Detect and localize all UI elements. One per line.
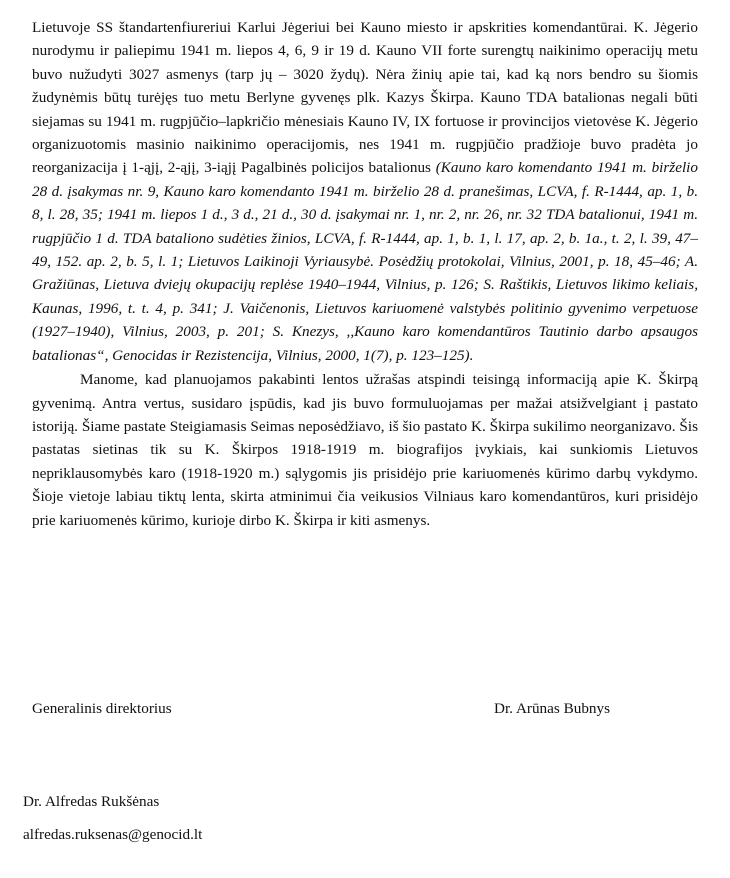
paragraph-1 (32, 16, 698, 367)
contact-author-name: Dr. Alfredas Rukšėnas (23, 793, 160, 810)
paragraph-1-text: Lietuvoje SS štandartenfiureriui Karlui Jėgeriui bei Kauno miesto ir apskrities komendantūrai. K. Jėgerio nurodymu ir paliepimu 1941 m. liepos 4, 6, 9 ir 19 d. Kauno VII forte surengtų naikinimo operacijų metu buvo nužudyti 3027 asmenys (tarp jų – 3020 žydų). Nėra žinių apie tai, kad ką nors bendro su šiomis žudynėmis būtų turėjęs tuo metu Berlyne gyvenęs plk. Kazys Škirpa. Kauno TDA batalionas negali būti siejamas su 1941 m. rugpjūčio–lapkričio mėnesiais Kauno IV, IX fortuose ir provincijos vietovėse K. Jėgerio organizuotomis masinio naikinimo operacijomis, nes 1941 m. rugpjūčio pradžioje buvo pradėta jo reorganizacija į 1-ąjį, 2-ąjį, 3-iąjį Pagalbinės policijos batalionus (32, 19, 698, 177)
letter-body (32, 16, 698, 532)
paragraph-1-citation: (Kauno karo komendanto 1941 m. birželio 28 d. įsakymas nr. 9, Kauno karo komendanto 1941 m. birželio 28 d. pranešimas, LCVA, f. R-1444, ap. 1, b. 8, l. 28, 35; 1941 m. liepos 1 d., 3 d., 21 d., 30 d. įsakymai nr. 1, nr. 2, nr. 26, nr. 32 TDA batalionui, 1941 m. rugpjūčio 1 d. TDA bataliono sudėties žinios, LCVA, f. R-1444, ap. 1, b. 1, l. 17, ap. 2, b. 1a., t. 2, l. 39, 47–49, 152. ap. 2, b. 5, l. 1; Lietuvos Laikinoji Vyriausybė. Posėdžių protokolai, Vilnius, 2001, p. 18, 45–46; A. Gražiūnas, Lietuva dviejų okupacijų replėse 1940–1944, Vilnius, p. 126; S. Raštikis, Lietuvos likimo keliais, Kaunas, 1996, t. t. 4, p. 341; J. Vaičenonis, Lietuvos kariuomenė valstybės politinio gyvenimo verpetuose (1927–1940), Vilnius, 2003, p. 201; S. Knezys, ,,Kauno karo komendantūros Tautinio darbo apsaugos batalionas“, Genocidas ir Rezistencija, Vilnius, 2000, 1(7), p. 123–125). (32, 159, 698, 364)
signature-position-title: Generalinis direktorius (32, 700, 172, 717)
contact-email[interactable]: alfredas.ruksenas@genocid.lt (23, 826, 203, 843)
signature-signer-name: Dr. Arūnas Bubnys (494, 700, 611, 717)
paragraph-2: Manome, kad planuojamos pakabinti lentos užrašas atspindi teisingą informaciją apie K. Škirpą gyvenimą. Antra vertus, susidaro įspūdis, kad jis buvo formuluojamas per mažai atsižvelgiant į pastato istoriją. Šiame pastate Steigiamasis Seimas neposėdžiavo, iš šio pastato K. Škirpa sukilimo neorganizavo. Šis pastatas sietinas tik su K. Škirpos 1918-1919 m. biografijos įvykiais, kai sunkiomis Lietuvos nepriklausomybės karo (1918-1920 m.) sąlygomis jis prisidėjo prie kariuomenės kūrimo darbų vykdymo. Šioje vietoje labiau tiktų lenta, skirta atminimui čia veikusios Vilniaus karo komendantūros, kuri prisidėjo prie kariuomenės kūrimo, kurioje dirbo K. Škirpa ir kiti asmenys. (32, 371, 698, 529)
